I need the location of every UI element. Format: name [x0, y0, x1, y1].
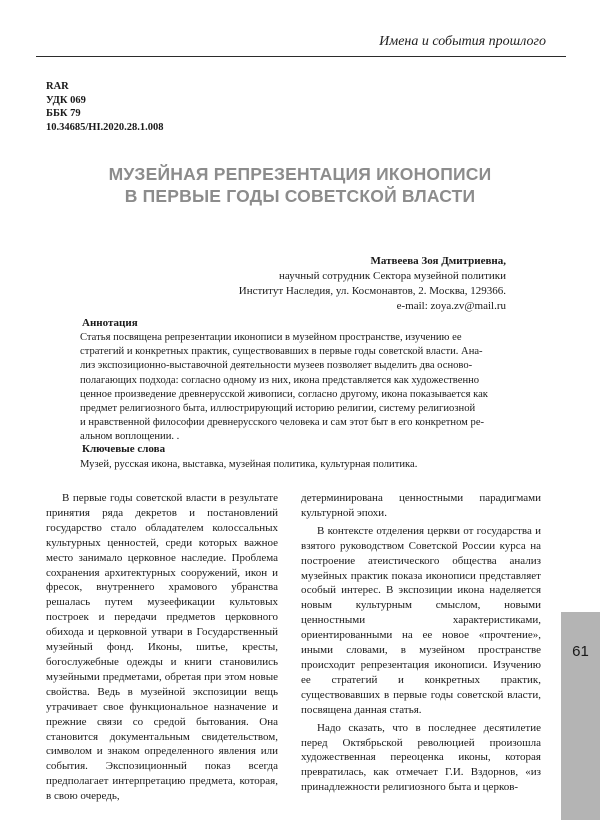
abstract-heading: Аннотация [82, 317, 138, 329]
body-paragraph: В контексте отделения церкви от государства и взятого руководством Советской России курса на построение атеистического общества анализ музейных практик показа иконописи представляет особый интерес. В экспозиции икона наделяется новым культурным смыслом, новыми ценностными характеристиками, ориентированными на ее новое «прочтение», иными словами, в музейном пространстве происходит репрезентация иконописи. Изучению ее стратегий и конкретных практик, существовавших в первые годы советской власти, посвящена данная статья. [301, 524, 541, 716]
body-column-right [301, 491, 541, 795]
abstract-line: стратегий и конкретных практик, существовавших в первые годы советской власти. Ана- [80, 346, 483, 358]
header-rule [36, 56, 566, 57]
abstract-line: Статья посвящена репрезентации иконописи в музейном пространстве, изучению ее [80, 332, 462, 343]
lang-code: RAR [46, 81, 69, 92]
abstract-line: и нравственной философии древнерусского человека и сам этот быт в его конкретном ре- [80, 417, 485, 429]
article-title [40, 163, 560, 207]
page-number: 61 [572, 643, 589, 660]
author-block [239, 254, 506, 314]
author-address: Институт Наследия, ул. Космонавтов, 2. Москва, 129366. [238, 285, 506, 297]
udk-code: УДК 069 [46, 94, 86, 106]
bbk-code: ББК 79 [46, 108, 81, 119]
article-metadata [46, 80, 164, 134]
body-column-left [46, 491, 278, 804]
keywords-heading: Ключевые слова [82, 443, 166, 455]
keywords-text: Музей, русская икона, выставка, музейная политика, культурная политика. [80, 459, 418, 470]
body-paragraph: Надо сказать, что в последнее десятилетие перед Октябрьской революцией произошла художественная переоценка иконы, которая превратилась, как отмечает Г.И. Вздорнов, «из принадлежности религиозного быта и церков- [301, 721, 541, 794]
body-paragraph: В первые годы советской власти в результате принятия ряда декретов и постановлений государство стало обладателем колоссальных культурных ценностей, среди которых важное место занимало церковное наследие. Проблема сохранения архитектурных сооружений, икон и фресок, внутреннего храмового убранства решалась путем музеефикации культовых построек и передачи предметов церковного обихода и церковной утвари в Государственный музейный фонд. Иконы, шитье, кресты, богослужебные одежды и книги становились музейными предметами, обретая при этом новые свойства. Ведь в музейной экспозиции вещь утрачивает свое функциональное назначение и прежние связи со средой бытования. Она становится документальным свидетельством, символом и знаком определенного явления или события. Экспозиционный показ всегда предполагает интерпретацию предмета, которая, в свою очередь, [46, 492, 278, 803]
title-line-1: МУЗЕЙНАЯ РЕПРЕЗЕНТАЦИЯ ИКОНОПИСИ [108, 164, 492, 184]
doi: 10.34685/HI.2020.28.1.008 [46, 121, 164, 133]
abstract-line: лиз экспозиционно-выставочной деятельности музеев позволяет выделить два осново- [80, 360, 473, 372]
running-header-title: Имена и события прошлого [379, 34, 546, 49]
author-name: Матвеева Зоя Дмитриевна, [370, 255, 506, 267]
author-position: научный сотрудник Сектора музейной политики [279, 270, 506, 282]
abstract-text [80, 331, 504, 445]
title-line-2: В ПЕРВЫЕ ГОДЫ СОВЕТСКОЙ ВЛАСТИ [124, 186, 476, 206]
abstract-line: предмет религиозного быта, иллюстрирующий историю религии, систему религиозной [80, 403, 476, 415]
abstract-line: ценное произведение древнерусской живописи, согласно другому, икона показывается как [80, 388, 488, 400]
abstract-line: альном воплощении. . [80, 431, 180, 443]
body-paragraph: детерминирована ценностными парадигмами культурной эпохи. [301, 492, 541, 519]
abstract-line: полагающих подхода: согласно одному из них, икона представляется как художественно [80, 374, 480, 386]
author-email: e-mail: zoya.zv@mail.ru [396, 300, 506, 312]
